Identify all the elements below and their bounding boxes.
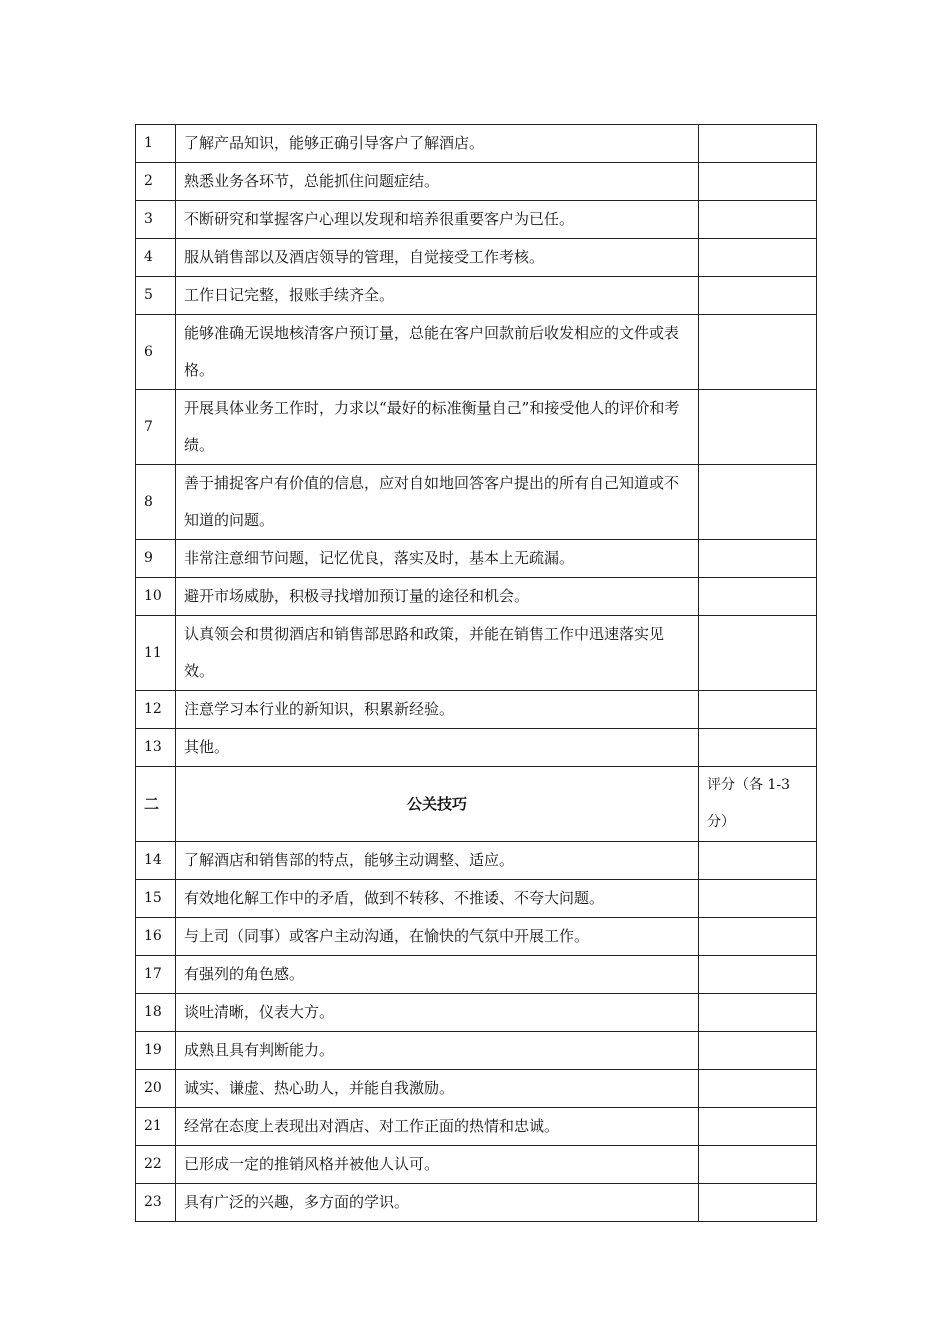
row-criterion: 避开市场威胁，积极寻找增加预订量的途径和机会。 [176,578,699,616]
row-score-cell [699,691,817,729]
row-criterion: 服从销售部以及酒店领导的管理，自觉接受工作考核。 [176,239,699,277]
row-criterion: 认真领会和贯彻酒店和销售部思路和政策，并能在销售工作中迅速落实见效。 [176,616,699,691]
row-number: 1 [136,125,176,163]
table-row [136,163,817,201]
section-number: 二 [136,767,176,842]
row-score-cell [699,1108,817,1146]
row-score-cell [699,540,817,578]
row-score-cell [699,277,817,315]
table-row [136,1108,817,1146]
row-number: 10 [136,578,176,616]
row-criterion: 能够准确无误地核清客户预订量，总能在客户回款前后收发相应的文件或表格。 [176,315,699,390]
row-criterion: 谈吐清晰，仪表大方。 [176,994,699,1032]
row-number: 18 [136,994,176,1032]
row-score-cell [699,125,817,163]
row-number: 12 [136,691,176,729]
table-row [136,729,817,767]
row-number: 19 [136,1032,176,1070]
row-criterion: 其他。 [176,729,699,767]
row-number: 2 [136,163,176,201]
row-criterion: 成熟且具有判断能力。 [176,1032,699,1070]
row-criterion: 熟悉业务各环节，总能抓住问题症结。 [176,163,699,201]
table-row [136,315,817,390]
row-number: 4 [136,239,176,277]
row-score-cell [699,729,817,767]
table-row [136,390,817,465]
row-number: 5 [136,277,176,315]
table-row [136,956,817,994]
evaluation-table [135,124,817,1222]
section-header-row [136,767,817,842]
row-score-cell [699,578,817,616]
row-criterion: 善于捕捉客户有价值的信息，应对自如地回答客户提出的所有自己知道或不知道的问题。 [176,465,699,540]
table-row [136,465,817,540]
row-number: 13 [136,729,176,767]
row-number: 21 [136,1108,176,1146]
table-row [136,1184,817,1222]
row-criterion: 有强列的角色感。 [176,956,699,994]
row-criterion: 诚实、谦虚、热心助人，并能自我激励。 [176,1070,699,1108]
row-number: 22 [136,1146,176,1184]
row-number: 11 [136,616,176,691]
row-criterion: 非常注意细节问题，记忆优良，落实及时，基本上无疏漏。 [176,540,699,578]
table-row [136,1032,817,1070]
table-row [136,201,817,239]
table-row [136,277,817,315]
row-criterion: 经常在态度上表现出对酒店、对工作正面的热情和忠诚。 [176,1108,699,1146]
row-criterion: 不断研究和掌握客户心理以发现和培养很重要客户为已任。 [176,201,699,239]
row-score-cell [699,390,817,465]
row-score-cell [699,315,817,390]
row-criterion: 开展具体业务工作时，力求以“最好的标准衡量自己”和接受他人的评价和考绩。 [176,390,699,465]
row-score-cell [699,918,817,956]
row-number: 8 [136,465,176,540]
row-criterion: 了解产品知识，能够正确引导客户了解酒店。 [176,125,699,163]
table-row [136,540,817,578]
row-number: 17 [136,956,176,994]
row-score-cell [699,994,817,1032]
row-criterion: 有效地化解工作中的矛盾，做到不转移、不推诿、不夸大问题。 [176,880,699,918]
score-column-header: 评分（各 1-3 分） [699,767,817,842]
row-number: 7 [136,390,176,465]
table-row [136,994,817,1032]
table-row [136,239,817,277]
row-criterion: 已形成一定的推销风格并被他人认可。 [176,1146,699,1184]
row-score-cell [699,616,817,691]
table-row [136,1146,817,1184]
row-score-cell [699,956,817,994]
row-criterion: 注意学习本行业的新知识，积累新经验。 [176,691,699,729]
table-row [136,578,817,616]
row-score-cell [699,239,817,277]
row-number: 6 [136,315,176,390]
row-score-cell [699,842,817,880]
row-number: 20 [136,1070,176,1108]
section-title: 公关技巧 [176,767,699,842]
table-row [136,842,817,880]
table-row [136,125,817,163]
row-number: 9 [136,540,176,578]
row-score-cell [699,163,817,201]
row-criterion: 与上司（同事）或客户主动沟通，在愉快的气氛中开展工作。 [176,918,699,956]
row-number: 15 [136,880,176,918]
row-score-cell [699,465,817,540]
table-row [136,880,817,918]
row-criterion: 工作日记完整，报账手续齐全。 [176,277,699,315]
row-number: 23 [136,1184,176,1222]
row-score-cell [699,1032,817,1070]
row-number: 14 [136,842,176,880]
row-criterion: 具有广泛的兴趣，多方面的学识。 [176,1184,699,1222]
table-row [136,1070,817,1108]
row-criterion: 了解酒店和销售部的特点，能够主动调整、适应。 [176,842,699,880]
table-row [136,616,817,691]
table-row [136,691,817,729]
row-score-cell [699,1146,817,1184]
row-score-cell [699,1184,817,1222]
row-score-cell [699,201,817,239]
row-score-cell [699,1070,817,1108]
row-number: 16 [136,918,176,956]
table-row [136,918,817,956]
row-number: 3 [136,201,176,239]
row-score-cell [699,880,817,918]
